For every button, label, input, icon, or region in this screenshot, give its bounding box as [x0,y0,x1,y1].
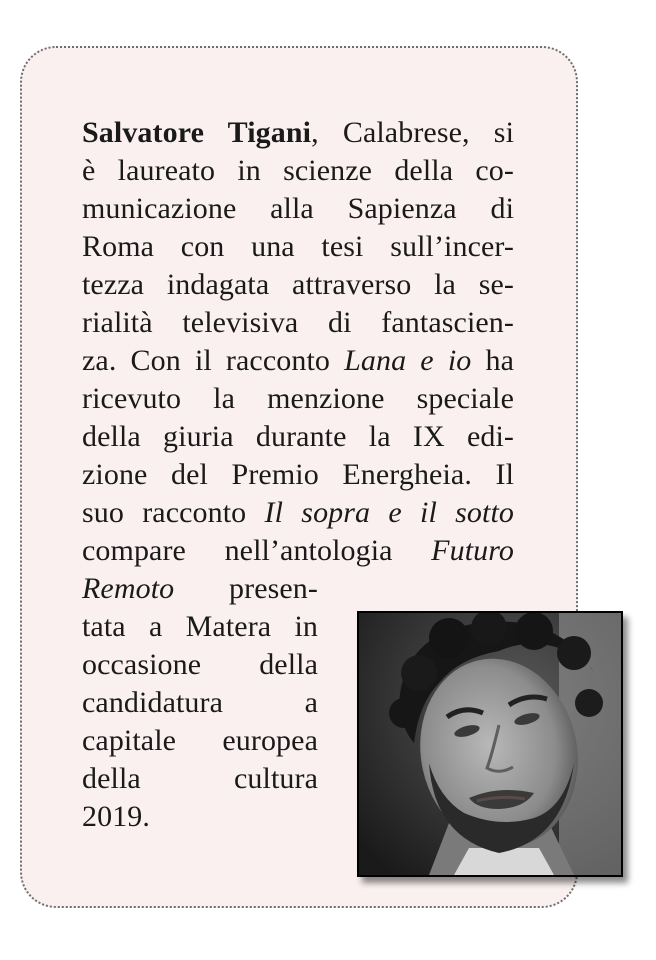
bio-line-7: za. Con il racconto Lana e io ha [82,344,514,377]
bio-line-15: occasione della [82,648,318,681]
bio-line-18: della cultura [82,762,318,795]
story-title-lana: Lana e io [344,344,472,377]
author-portrait-image [359,613,621,875]
author-name: Salvatore Tigani [82,116,312,149]
bio-line-16: candidatura a [82,686,318,719]
bio-line-9: della giuria durante la IX edi- [82,420,514,453]
author-photo [357,611,623,877]
bio-line-1: Salvatore Tigani, Calabrese, si [82,116,514,149]
bio-line-10: zione del Premio Energheia. Il [82,458,514,491]
bio-line-2: è laureato in scienze della co- [82,154,514,187]
bio-line-11: suo racconto Il sopra e il sotto [82,496,514,529]
bio-line-17: capitale europea [82,724,318,757]
bio-line-14: tata a Matera in [82,610,318,643]
bio-line-5: tezza indagata attraverso la se- [82,268,514,301]
anthology-title-part1: Futuro [431,534,514,567]
story-title-sopra: Il sopra e il sotto [264,496,514,529]
bio-line-4: Roma con una tesi sull’incer- [82,230,514,263]
bio-line-3: municazione alla Sapienza di [82,192,514,225]
bio-line-8: ricevuto la menzione speciale [82,382,514,415]
bio-line-19: 2019. [82,800,150,833]
bio-line-6: rialità televisiva di fantascien- [82,306,514,339]
bio-line-13: Remoto presen- [82,572,318,605]
bio-line-12: compare nell’antologia Futuro [82,534,514,567]
anthology-title-part2: Remoto [82,572,175,605]
